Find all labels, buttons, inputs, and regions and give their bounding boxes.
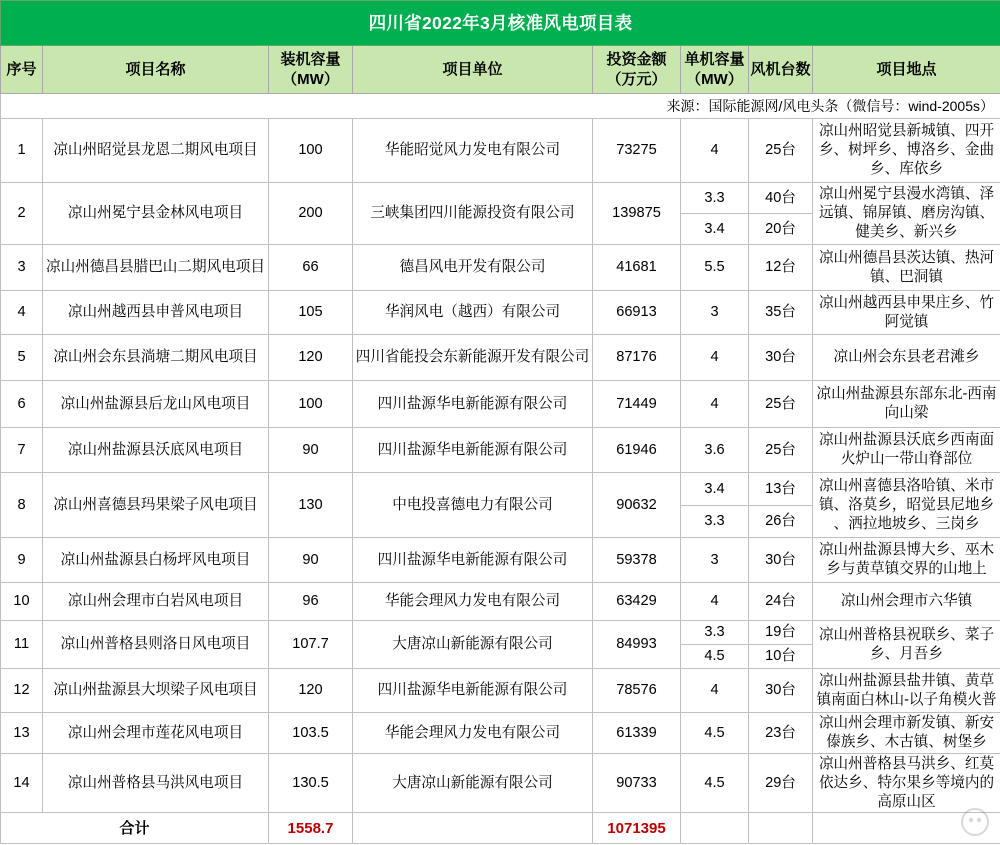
capacity-cell: 107.7	[269, 621, 353, 669]
turbine-count-cell: 26台	[749, 506, 813, 538]
row-number-cell: 1	[1, 119, 43, 183]
unit-capacity-cell: 4	[681, 583, 749, 621]
turbine-count-cell: 19台	[749, 621, 813, 645]
project-name-cell: 凉山州会东县淌塘二期风电项目	[43, 335, 269, 381]
location-cell: 凉山州会东县老君滩乡	[813, 335, 1000, 381]
project-name-cell: 凉山州会理市白岩风电项目	[43, 583, 269, 621]
company-cell: 四川省能投会东新能源开发有限公司	[353, 335, 593, 381]
unit-capacity-cell: 3.3	[681, 183, 749, 214]
investment-cell: 61946	[593, 428, 681, 473]
row-number-cell: 14	[1, 754, 43, 813]
table-row	[1, 381, 1000, 428]
table-row	[1, 291, 1000, 335]
title-row	[1, 1, 1000, 46]
table-row	[1, 245, 1000, 291]
unit-capacity-cell: 4	[681, 381, 749, 428]
unit-capacity-cell: 3.3	[681, 506, 749, 538]
company-cell: 中电投喜德电力有限公司	[353, 473, 593, 538]
total-label: 合计	[1, 813, 269, 844]
capacity-cell: 90	[269, 428, 353, 473]
turbine-count-cell: 10台	[749, 645, 813, 669]
investment-cell: 87176	[593, 335, 681, 381]
column-header-label: 项目地点	[876, 60, 937, 78]
project-name-cell: 凉山州盐源县沃底风电项目	[43, 428, 269, 473]
investment-cell: 90733	[593, 754, 681, 813]
column-header-project-name	[43, 46, 269, 94]
investment-cell: 61339	[593, 713, 681, 754]
column-header-label: 序号	[6, 60, 37, 78]
project-name-cell: 凉山州普格县则洛日风电项目	[43, 621, 269, 669]
row-number-cell: 11	[1, 621, 43, 669]
row-number-cell: 4	[1, 291, 43, 335]
company-cell: 四川盐源华电新能源有限公司	[353, 669, 593, 713]
capacity-cell: 96	[269, 583, 353, 621]
turbine-count-cell: 25台	[749, 428, 813, 473]
unit-capacity-cell: 3.4	[681, 473, 749, 506]
company-cell: 四川盐源华电新能源有限公司	[353, 538, 593, 583]
company-cell: 四川盐源华电新能源有限公司	[353, 381, 593, 428]
unit-capacity-cell: 3.6	[681, 428, 749, 473]
table-row	[1, 183, 1000, 214]
investment-cell: 84993	[593, 621, 681, 669]
location-cell: 凉山州盐源县沃底乡西南面火炉山一带山脊部位	[813, 428, 1000, 473]
unit-capacity-cell: 3.3	[681, 621, 749, 645]
table-row	[1, 335, 1000, 381]
company-cell: 大唐凉山新能源有限公司	[353, 754, 593, 813]
column-header-label: 风机台数	[750, 60, 811, 78]
row-number-cell: 7	[1, 428, 43, 473]
capacity-cell: 66	[269, 245, 353, 291]
column-header-investment	[593, 46, 681, 94]
unit-capacity-cell: 4	[681, 669, 749, 713]
turbine-count-cell: 30台	[749, 538, 813, 583]
table-title: 四川省2022年3月核准风电项目表	[1, 1, 1000, 46]
turbine-count-cell: 20台	[749, 214, 813, 245]
table-row	[1, 669, 1000, 713]
column-header-label: 单机容量	[684, 50, 745, 68]
project-name-cell: 凉山州盐源县白杨坪风电项目	[43, 538, 269, 583]
row-number-cell: 12	[1, 669, 43, 713]
location-cell: 凉山州冕宁县漫水湾镇、泽远镇、锦屏镇、磨房沟镇、健美乡、新兴乡	[813, 183, 1000, 245]
column-header-unit-capacity	[681, 46, 749, 94]
turbine-count-cell: 12台	[749, 245, 813, 291]
capacity-cell: 120	[269, 335, 353, 381]
header-row	[1, 46, 1000, 94]
turbine-count-cell: 30台	[749, 669, 813, 713]
company-cell: 华润风电（越西）有限公司	[353, 291, 593, 335]
project-name-cell: 凉山州会理市莲花风电项目	[43, 713, 269, 754]
company-cell: 四川盐源华电新能源有限公司	[353, 428, 593, 473]
project-name-cell: 凉山州普格县马洪风电项目	[43, 754, 269, 813]
unit-capacity-cell: 4.5	[681, 713, 749, 754]
column-header-label: 装机容量	[280, 50, 341, 68]
investment-cell: 59378	[593, 538, 681, 583]
turbine-count-cell: 24台	[749, 583, 813, 621]
investment-cell: 63429	[593, 583, 681, 621]
investment-cell: 66913	[593, 291, 681, 335]
investment-cell: 139875	[593, 183, 681, 245]
total-empty-cell	[813, 813, 1000, 844]
location-cell: 凉山州德昌县茨达镇、热河镇、巴洞镇	[813, 245, 1000, 291]
location-cell: 凉山州喜德县洛哈镇、米市镇、洛莫乡，昭觉县尼地乡、洒拉地坡乡、三岗乡	[813, 473, 1000, 538]
unit-capacity-cell: 5.5	[681, 245, 749, 291]
project-name-cell: 凉山州越西县申普风电项目	[43, 291, 269, 335]
table-body	[1, 119, 1000, 813]
capacity-cell: 130.5	[269, 754, 353, 813]
column-header-label: 投资金额	[606, 50, 667, 68]
location-cell: 凉山州盐源县博大乡、巫木乡与黄草镇交界的山地上	[813, 538, 1000, 583]
company-cell: 德昌风电开发有限公司	[353, 245, 593, 291]
row-number-cell: 8	[1, 473, 43, 538]
table-row	[1, 119, 1000, 183]
source-row	[1, 94, 1000, 119]
investment-cell: 41681	[593, 245, 681, 291]
total-empty-cell	[681, 813, 749, 844]
location-cell: 凉山州昭觉县新城镇、四开乡、树坪乡、博洛乡、金曲乡、库依乡	[813, 119, 1000, 183]
source-note: 来源：国际能源网/风电头条（微信号：wind-2005s）	[1, 94, 1000, 119]
table-row	[1, 538, 1000, 583]
investment-cell: 78576	[593, 669, 681, 713]
unit-capacity-cell: 4.5	[681, 645, 749, 669]
turbine-count-cell: 29台	[749, 754, 813, 813]
location-cell: 凉山州盐源县盐井镇、黄草镇南面白林山-以子角模火普	[813, 669, 1000, 713]
column-header-label: 项目单位	[442, 60, 503, 78]
capacity-cell: 120	[269, 669, 353, 713]
column-header-turbine-count	[749, 46, 813, 94]
table-row	[1, 473, 1000, 506]
unit-capacity-cell: 3	[681, 291, 749, 335]
turbine-count-cell: 25台	[749, 119, 813, 183]
location-cell: 凉山州普格县祝联乡、菜子乡、月吾乡	[813, 621, 1000, 669]
total-empty-cell	[749, 813, 813, 844]
investment-cell: 73275	[593, 119, 681, 183]
row-number-cell: 10	[1, 583, 43, 621]
total-empty-cell	[353, 813, 593, 844]
turbine-count-cell: 40台	[749, 183, 813, 214]
location-cell: 凉山州越西县申果庄乡、竹阿觉镇	[813, 291, 1000, 335]
unit-capacity-cell: 4	[681, 119, 749, 183]
project-name-cell: 凉山州德昌县腊巴山二期风电项目	[43, 245, 269, 291]
project-name-cell: 凉山州盐源县大坝梁子风电项目	[43, 669, 269, 713]
column-header-location	[813, 46, 1000, 94]
row-number-cell: 6	[1, 381, 43, 428]
location-cell: 凉山州普格县马洪乡、红莫依达乡、特尔果乡等境内的高原山区	[813, 754, 1000, 813]
company-cell: 华能昭觉风力发电有限公司	[353, 119, 593, 183]
column-header-capacity	[269, 46, 353, 94]
location-cell: 凉山州会理市六华镇	[813, 583, 1000, 621]
row-number-cell: 3	[1, 245, 43, 291]
project-name-cell: 凉山州盐源县后龙山风电项目	[43, 381, 269, 428]
capacity-cell: 105	[269, 291, 353, 335]
capacity-cell: 200	[269, 183, 353, 245]
table-row	[1, 583, 1000, 621]
row-number-cell: 13	[1, 713, 43, 754]
column-header-number	[1, 46, 43, 94]
total-capacity: 1558.7	[269, 813, 353, 844]
column-header-unit: （万元）	[606, 70, 667, 88]
company-cell: 三峡集团四川能源投资有限公司	[353, 183, 593, 245]
row-number-cell: 9	[1, 538, 43, 583]
table-row	[1, 428, 1000, 473]
company-cell: 华能会理风力发电有限公司	[353, 713, 593, 754]
unit-capacity-cell: 3.4	[681, 214, 749, 245]
capacity-cell: 100	[269, 119, 353, 183]
project-name-cell: 凉山州冕宁县金林风电项目	[43, 183, 269, 245]
turbine-count-cell: 23台	[749, 713, 813, 754]
turbine-count-cell: 30台	[749, 335, 813, 381]
column-header-company	[353, 46, 593, 94]
company-cell: 华能会理风力发电有限公司	[353, 583, 593, 621]
column-header-unit: （MW）	[686, 70, 743, 88]
unit-capacity-cell: 3	[681, 538, 749, 583]
capacity-cell: 90	[269, 538, 353, 583]
total-investment: 1071395	[593, 813, 681, 844]
table-row	[1, 713, 1000, 754]
unit-capacity-cell: 4	[681, 335, 749, 381]
project-name-cell: 凉山州昭觉县龙恩二期风电项目	[43, 119, 269, 183]
project-name-cell: 凉山州喜德县玛果梁子风电项目	[43, 473, 269, 538]
table-row	[1, 754, 1000, 813]
table-row	[1, 621, 1000, 645]
row-number-cell: 2	[1, 183, 43, 245]
turbine-count-cell: 25台	[749, 381, 813, 428]
capacity-cell: 103.5	[269, 713, 353, 754]
turbine-count-cell: 35台	[749, 291, 813, 335]
investment-cell: 90632	[593, 473, 681, 538]
column-header-label: 项目名称	[125, 60, 186, 78]
turbine-count-cell: 13台	[749, 473, 813, 506]
row-number-cell: 5	[1, 335, 43, 381]
company-cell: 大唐凉山新能源有限公司	[353, 621, 593, 669]
location-cell: 凉山州会理市新发镇、新安傣族乡、木古镇、树堡乡	[813, 713, 1000, 754]
column-header-unit: （MW）	[282, 70, 339, 88]
capacity-cell: 100	[269, 381, 353, 428]
location-cell: 凉山州盐源县东部东北-西南向山梁	[813, 381, 1000, 428]
unit-capacity-cell: 4.5	[681, 754, 749, 813]
capacity-cell: 130	[269, 473, 353, 538]
total-row	[1, 813, 1000, 844]
investment-cell: 71449	[593, 381, 681, 428]
